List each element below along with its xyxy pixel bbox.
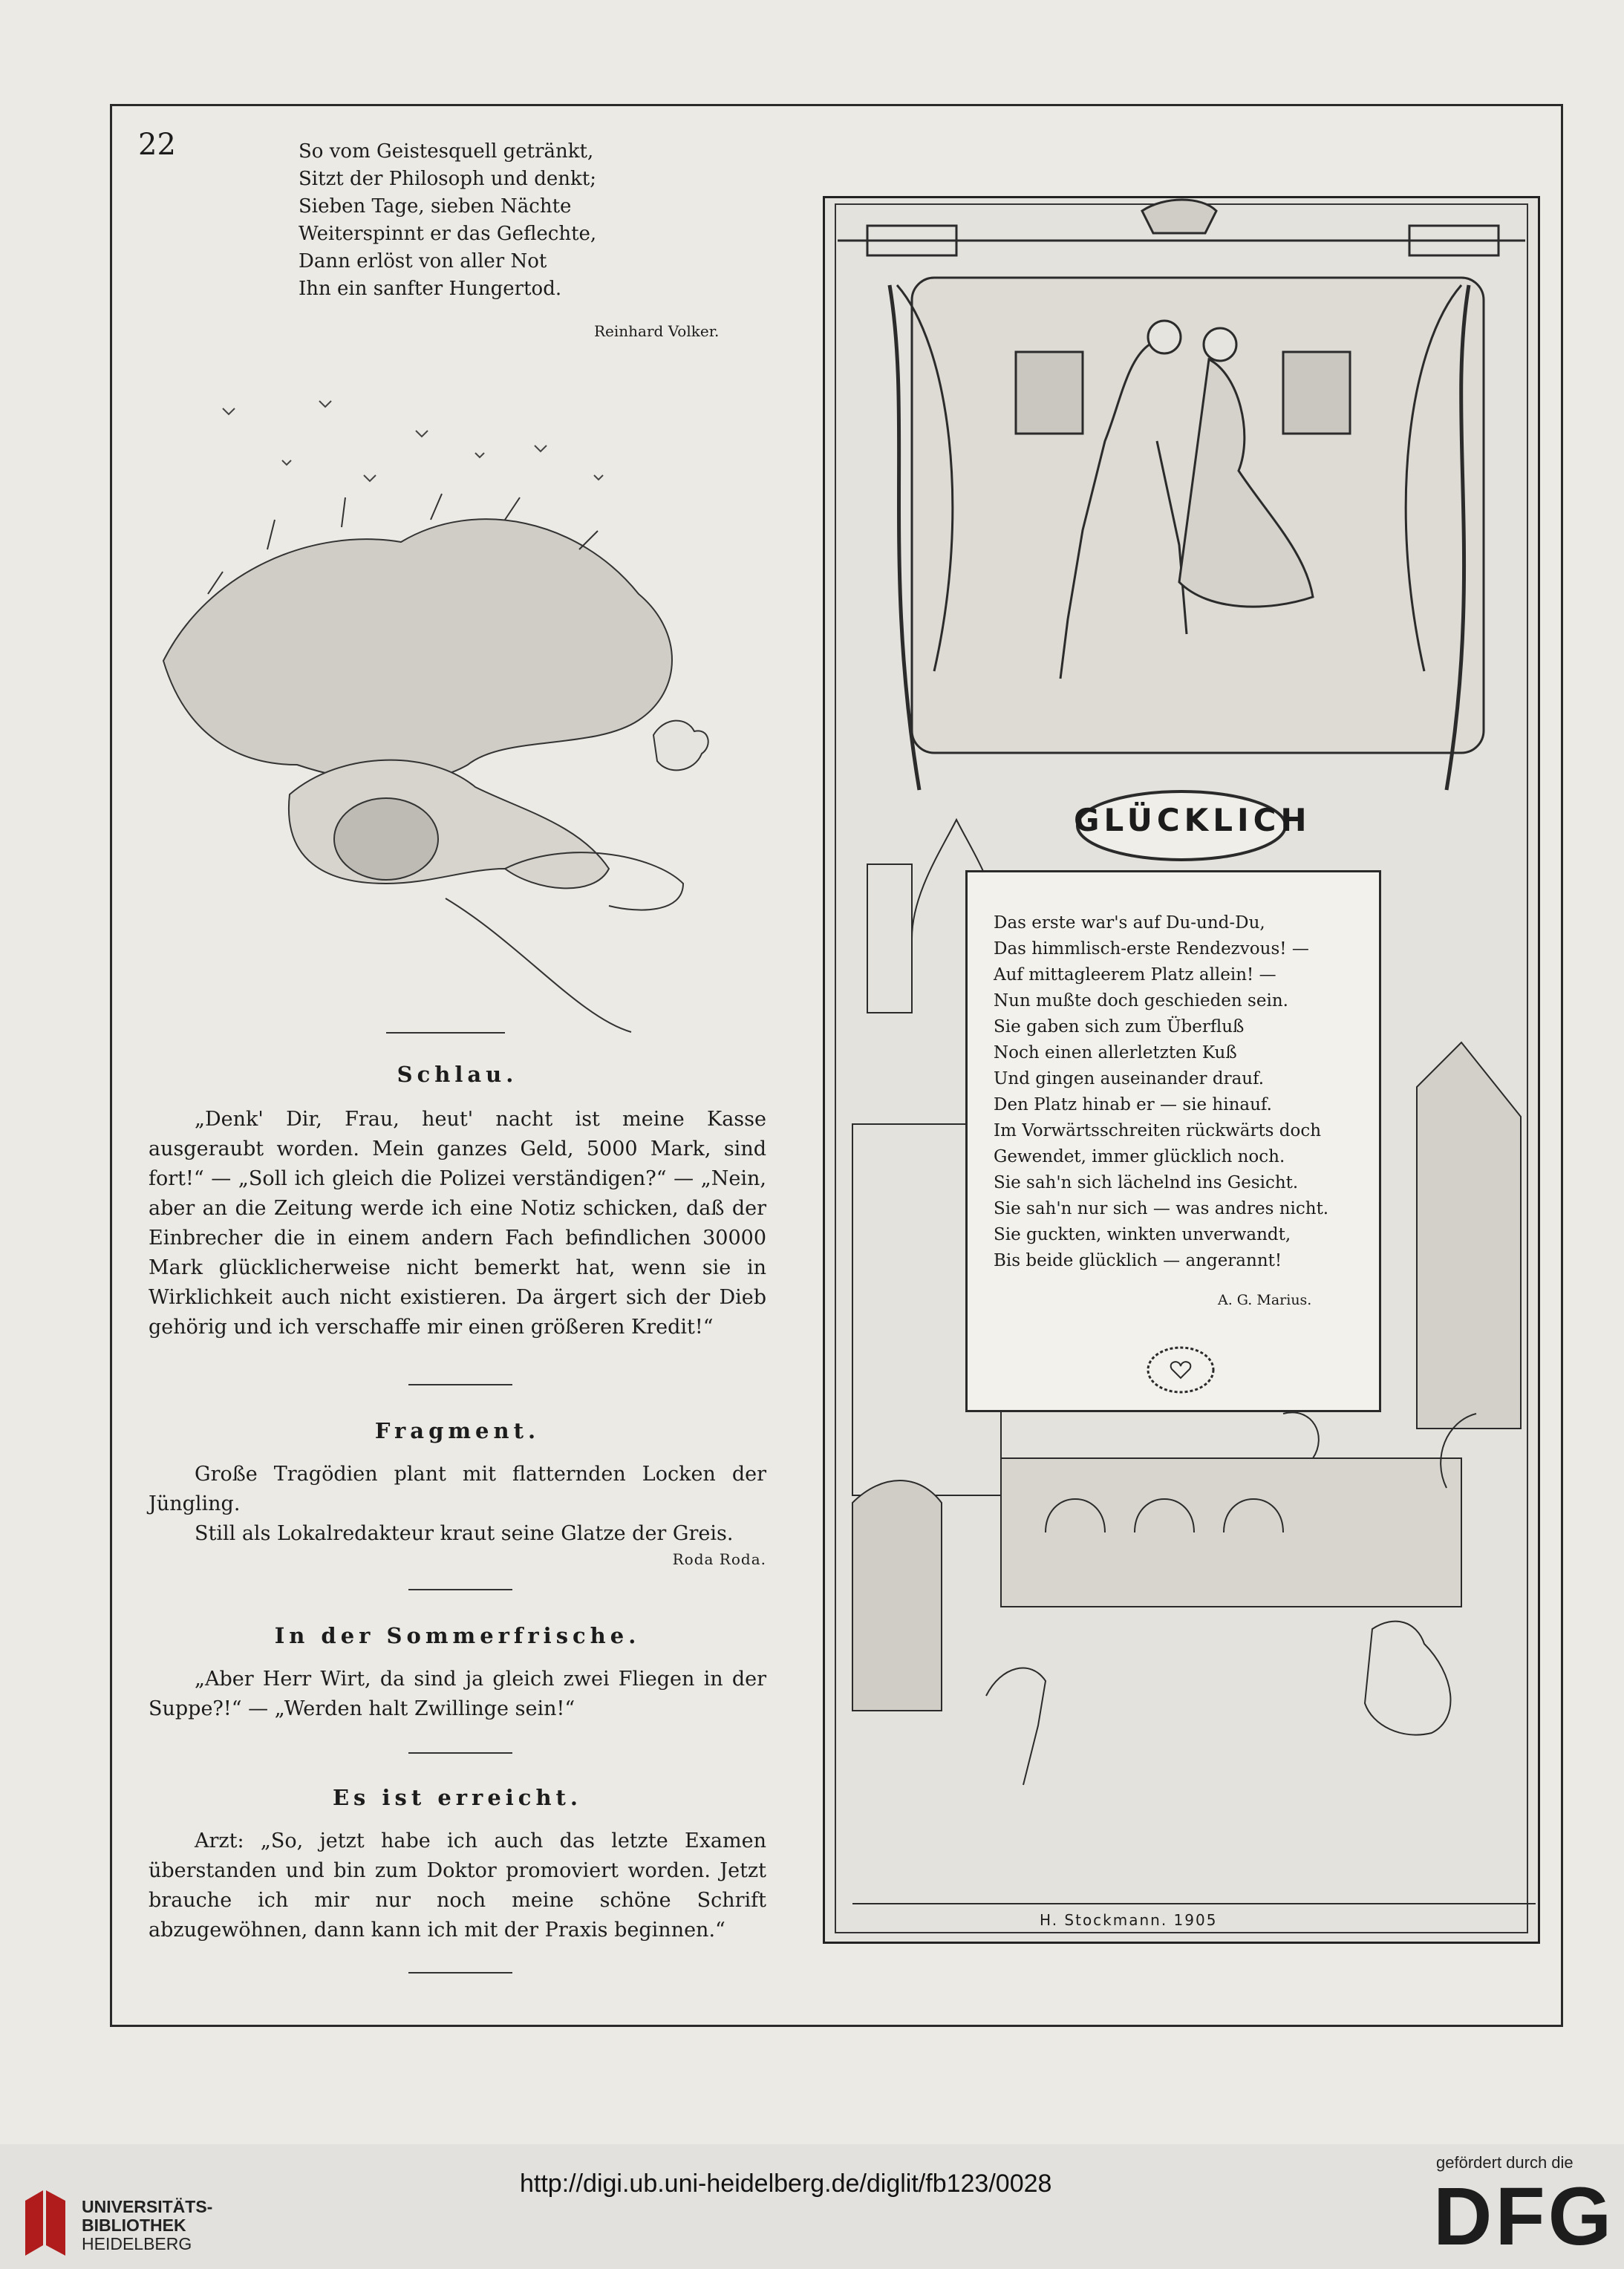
section-text: Große Tragödien plant mit flatternden Locken der Jüngling. <box>149 1463 766 1515</box>
gluecklich-author: A. G. Marius. <box>1218 1292 1312 1308</box>
section-fragment <box>149 1418 766 1568</box>
gluecklich-title: GLÜCKLICH <box>1074 802 1311 838</box>
poem-line: Den Platz hinab er — sie hinauf. <box>994 1095 1272 1114</box>
sleeping-man-illustration <box>119 349 765 1047</box>
divider <box>386 1032 505 1034</box>
top-poem <box>299 138 596 303</box>
poem-line: Sie guckten, winkten unverwandt, <box>994 1225 1291 1244</box>
poem-line: Nun mußte doch geschieden sein. <box>994 991 1288 1011</box>
library-line: HEIDELBERG <box>82 2234 192 2253</box>
heart-ornament-icon <box>1144 1344 1218 1396</box>
section-title: Fragment. <box>374 1418 541 1443</box>
poem-line: Noch einen allerletzten Kuß <box>994 1043 1237 1062</box>
divider <box>408 1589 512 1590</box>
divider <box>408 1972 512 1973</box>
funded-by-text: gefördert durch die <box>1436 2153 1574 2172</box>
poem-line: Sitzt der Philosoph und denkt; <box>299 168 597 190</box>
section-text: „Aber Herr Wirt, da sind ja gleich zwei Fliegen in der Suppe?!“ — „Werden halt Zwillinge sein!“ <box>149 1668 766 1720</box>
section-schlau <box>149 1062 766 1342</box>
poem-line: Das erste war's auf Du-und-Du, <box>994 913 1265 933</box>
poem-line: Weiterspinnt er das Geflechte, <box>299 223 597 245</box>
poem-line: Bis beide glücklich — angerannt! <box>994 1251 1282 1270</box>
artist-signature: H. Stockmann. 1905 <box>1040 1911 1218 1929</box>
poem-line: Dann erlöst von aller Not <box>299 250 547 272</box>
section-title: Es ist erreicht. <box>332 1785 583 1810</box>
divider <box>408 1384 512 1385</box>
section-erreicht <box>149 1785 766 1945</box>
poem-line: Im Vorwärtsschreiten rückwärts doch <box>994 1121 1322 1140</box>
poem-line: Sie gaben sich zum Überfluß <box>994 1017 1245 1036</box>
poem-line: Sieben Tage, sieben Nächte <box>299 195 572 218</box>
poem-line: Auf mittagleerem Platz allein! — <box>994 965 1276 985</box>
poem-line: Gewendet, immer glücklich noch. <box>994 1147 1285 1166</box>
section-sommerfrische <box>149 1623 766 1724</box>
footer-bar <box>0 2144 1624 2269</box>
source-url-link[interactable]: http://digi.ub.uni-heidelberg.de/diglit/fb123/0028 <box>520 2170 1052 2198</box>
section-title: In der Sommerfrische. <box>274 1623 641 1648</box>
section-text: „Denk' Dir, Frau, heut' nacht ist meine Kasse ausgeraubt worden. Mein ganzes Geld, 5000 Mark, sind fort!“ — „Soll ich gleich die Polizei verständigen?“ — „Nein, aber an die Zeitung werde ich eine Notiz schicken, daß der Einbrecher die in einem andern Fach befindlichen 30000 Mark glücklicherweise nicht bemerkt hat, wenn sie in Wirklichkeit auch nicht existieren. Da ärgert sich der Dieb gehörig und ich verschaffe mir einen größeren Kredit!“ <box>149 1108 766 1339</box>
library-line: BIBLIOTHEK <box>82 2216 186 2235</box>
poem-line: Sie sah'n nur sich — was andres nicht. <box>994 1199 1329 1218</box>
library-line: UNIVERSITÄTS- <box>82 2197 213 2216</box>
divider <box>408 1752 512 1754</box>
section-title: Schlau. <box>397 1062 518 1087</box>
section-author: Roda Roda. <box>672 1550 766 1568</box>
poem-author: Reinhard Volker. <box>594 322 720 340</box>
section-text: Still als Lokalredakteur kraut seine Glatze der Greis. <box>195 1522 734 1545</box>
poem-line: Das himmlisch-erste Rendezvous! — <box>994 939 1309 959</box>
library-logo-icon <box>21 2186 70 2260</box>
poem-line: Und gingen auseinander drauf. <box>994 1069 1265 1088</box>
poem-line: Sie sah'n sich lächelnd ins Gesicht. <box>994 1173 1299 1192</box>
gluecklich-poem <box>994 910 1328 1274</box>
section-text: Arzt: „So, jetzt habe ich auch das letzte Examen überstanden und bin zum Doktor promoviert worden. Jetzt brauche ich mir nur noch meine schöne Schrift abzugewöhnen, dann kann ich mit der Praxis beginnen.“ <box>149 1829 766 1942</box>
page-number: 22 <box>138 128 176 162</box>
dfg-logo: DFG <box>1433 2171 1615 2262</box>
poem-line: So vom Geistesquell getränkt, <box>299 140 594 163</box>
library-name <box>82 2198 212 2253</box>
poem-line: Ihn ein sanfter Hungertod. <box>299 278 562 300</box>
